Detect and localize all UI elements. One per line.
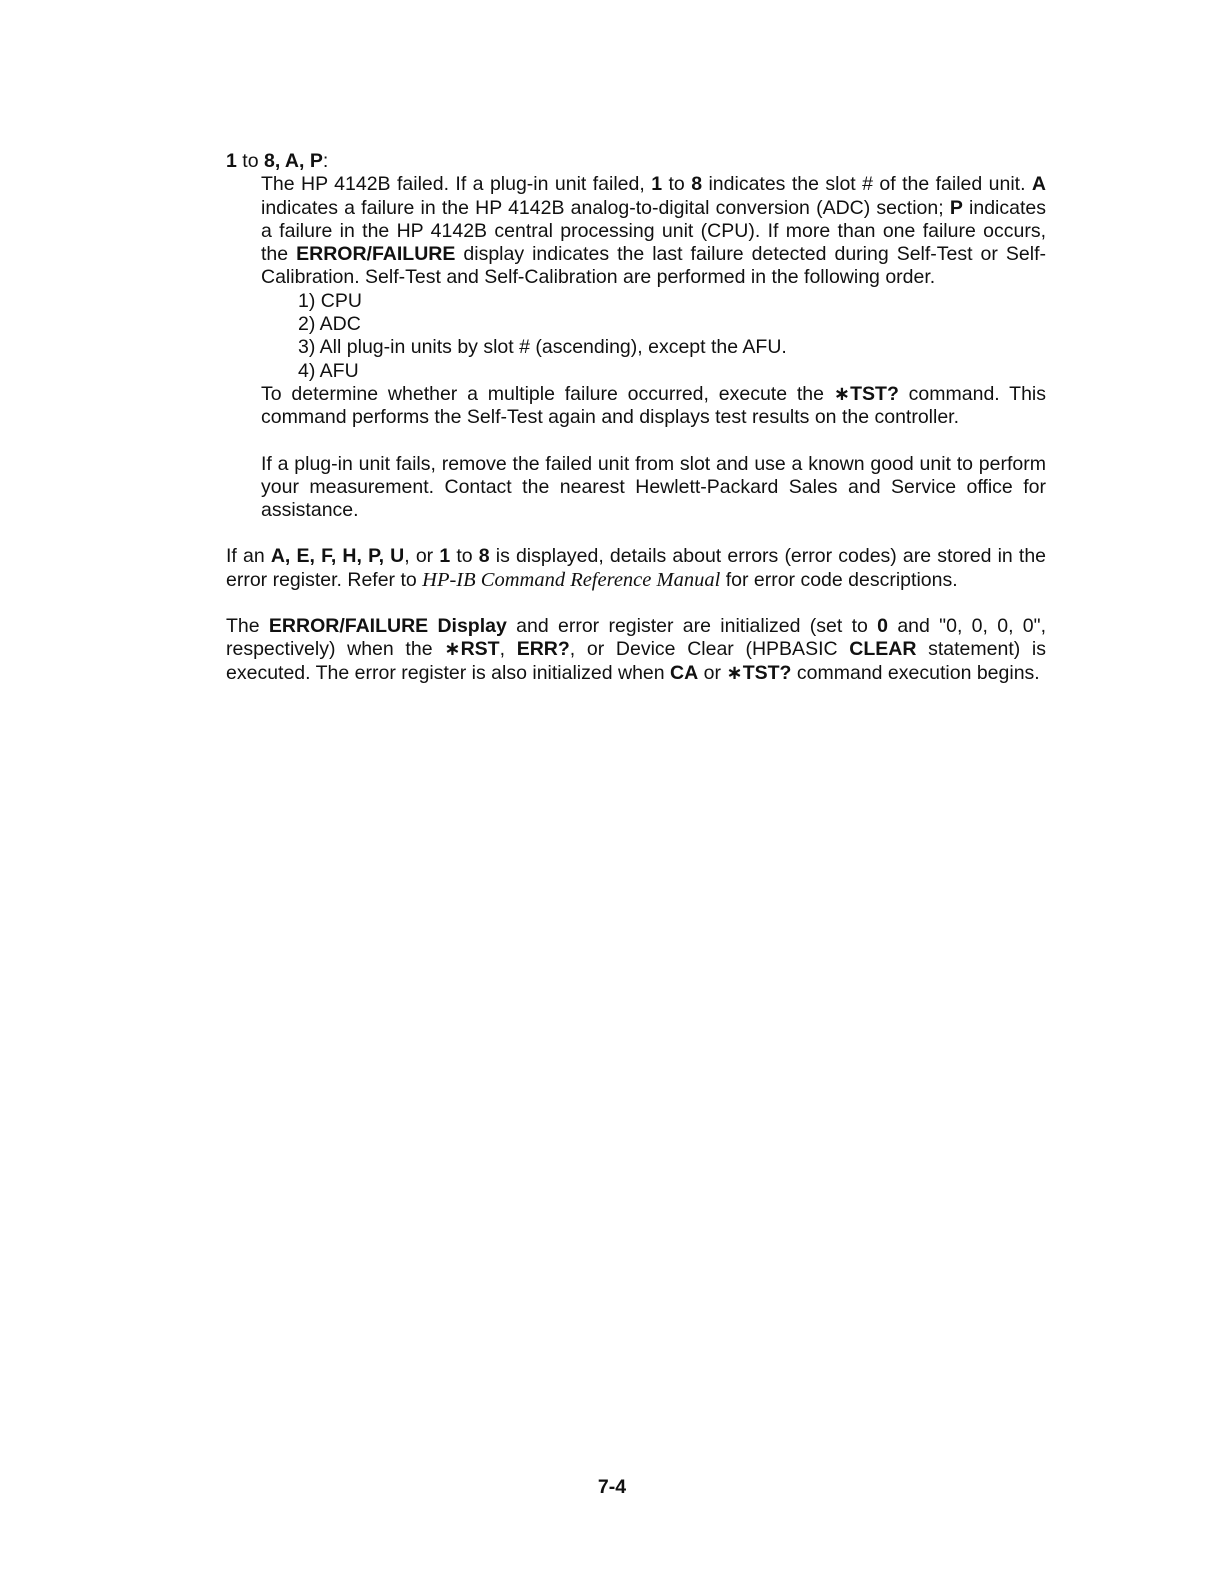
list-item: 3) All plug-in units by slot # (ascending), except the AFU.: [298, 336, 787, 359]
init-paragraph: The ERROR/FAILURE Display and error register are initialized (set to 0 and "0, 0, 0, 0", respectively) when the ∗RST, ERR?, or Device Clear (HPBASIC CLEAR statement) is executed. The error register is also initialized when CA or ∗TST? command execution begins.: [226, 615, 1047, 684]
test-order-list: [298, 290, 1046, 383]
list-item: 1) CPU: [298, 289, 362, 312]
entry-definition: The HP 4142B failed. If a plug-in unit failed, 1 to 8 indicates the slot # of the failed unit. A indicates a failure in the HP 4142B analog-to-digital conversion (ADC) section; P indicates a failure in the HP 4142B central processing unit (CPU). If more than one failure occurs, the ERROR/FAILURE display indicates the last failure detected during Self-Test or Self-Calibration. Self-Test and Self-Calibration are performed in the following order.: [261, 173, 1046, 289]
list-item: 4) AFU: [298, 359, 359, 382]
multiple-failure-paragraph: To determine whether a multiple failure occurred, execute the ∗TST? command. This command performs the Self-Test again and displays test results on the controller.: [261, 382, 1047, 429]
list-item: 2) ADC: [298, 313, 361, 336]
document-page: [226, 150, 1046, 685]
manual-title: HP-IB Command Reference Manual: [422, 568, 721, 591]
page-number: 7-4: [597, 1476, 627, 1498]
errors-paragraph: If an A, E, F, H, P, U, or 1 to 8 is displayed, details about errors (error codes) are stored in the error register. Refer to HP-IB Command Reference Manual for error code descriptions.: [226, 545, 1047, 591]
plugin-fail-paragraph: If a plug-in unit fails, remove the failed unit from slot and use a known good unit to perform your measurement. Contact the nearest Hewlett-Packard Sales and Service office for assistance.: [261, 452, 1046, 522]
entry-term: 1 to 8, A, P:: [226, 150, 329, 172]
